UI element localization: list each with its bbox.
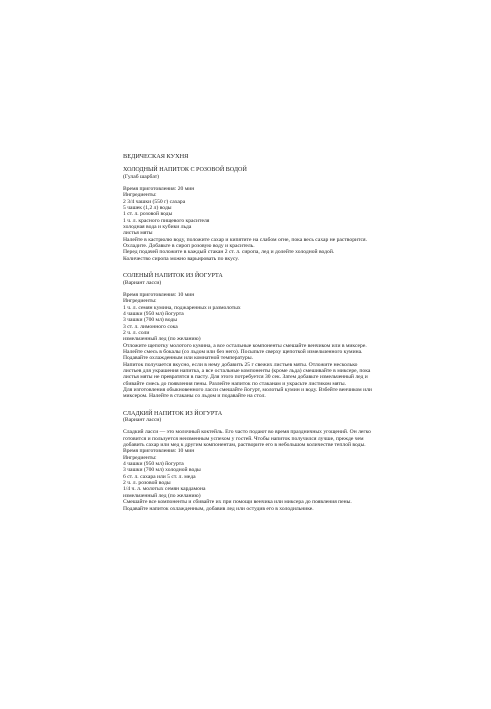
method-paragraph: Напиток получается вкусно, если в нему добавить 25 г свежих листьев мяты. Отложите несколько листьев для украшения напитка, а все остальные компоненты (кроме льда) смешивайте в миксере, пока листья мяты не превратятся в пасту. Для этого потребуется 30 сек. Затем добавьте измельченный лед и сбивайте смесь до появления пены. Разлейте напиток по стаканам и украсьте листиком мяты.	[123, 361, 371, 387]
document-title: ВЕДИЧЕСКАЯ КУХНЯ	[123, 153, 189, 160]
ingredient-item: 4 чашки (950 мл) йогурта	[123, 310, 184, 317]
ingredient-item: 3 чашки (700 мл) воды	[123, 317, 177, 324]
recipe-sweet-yogurt-drink	[123, 411, 373, 512]
ingredient-item: 1 ч. л. красного пищевого красителя	[123, 217, 210, 224]
recipe-subheading: (Вариант ласси)	[123, 279, 162, 286]
recipe-subheading: (Гулаб шарбат)	[123, 173, 160, 180]
recipe-heading: СОЛЕНЫЙ НАПИТОК ИЗ ЙОГУРТА	[123, 273, 223, 280]
recipe-salty-yogurt-drink	[123, 273, 373, 400]
ingredient-item: 1/4 ч. л. молотых семян кардамона	[123, 486, 206, 493]
ingredient-item: листья мяты	[123, 230, 153, 237]
method-paragraph: Отложите щепотку молотого кумина, а все остальные компоненты смешайте венчиком или в миксере. Налейте смесь в бокалы (со льдом или без него). Посыпьте сверху щепоткой измельченного кумина. Подавайте охлажденным или комнатной температуры.	[123, 342, 367, 362]
method-paragraph: Смешайте все компоненты и сбивайте их при помощи венчика или миксера до появления пены. Подавайте напиток охлажденным, добавив лед или остудив его в холодильнике.	[123, 499, 352, 512]
recipe-subheading: (Вариант ласси)	[123, 417, 162, 424]
method-paragraph: Для изготовления обыкновенного ласси смешайте йогурт, молотый кумин и воду. Взбейте венчиком или миксером. Налейте в стаканы со льдом и подавайте на стол.	[123, 387, 372, 400]
ingredient-item: 4 чашки (950 мл) йогурта	[123, 461, 184, 468]
intro-paragraph: Сладкий ласси — это молочный коктейль. Его часто подают во время праздничных угощений. Он легко готовится и пользуется неизменным успехом у гостей. Чтобы напиток получился лучше, прежде чем добавить сахар или мед к другим компонентам, растворите его в небольшом количестве теплой воды.	[123, 429, 371, 449]
method-paragraph: Налейте в кастрюлю воду, положите сахар и кипятите на слабом огне, пока весь сахар не растворится. Охладите. Добавьте в сироп розовую воду и краситель.	[123, 236, 367, 250]
ingredient-item: 2 3/4 чашки (550 г) сахара	[123, 198, 186, 205]
ingredient-item: 6 ст. л. сахара или 5 ст. л. меда	[123, 473, 196, 480]
recipe-heading: ХОЛОДНЫЙ НАПИТОК С РОЗОВОЙ ВОДОЙ	[123, 167, 247, 174]
ingredient-item: 1 ст. л. розовой воды	[123, 211, 173, 218]
method-paragraph: Перед подачей положите в каждый стакан 2 ст. л. сиропа, лед и долейте холодной водой.	[123, 249, 335, 256]
document-page	[123, 154, 373, 518]
recipe-time: Время приготовления: 20 мин	[123, 186, 195, 193]
ingredient-item: измельченный лед (по желанию)	[123, 492, 201, 499]
recipe-heading: СЛАДКИЙ НАПИТОК ИЗ ЙОГУРТА	[123, 410, 223, 417]
ingredient-item: 3 чашки (700 мл) холодной воды	[123, 467, 201, 474]
ingredient-item: 3 ст. л. лимонного сока	[123, 323, 178, 330]
ingredients-label: Ингредиенты:	[123, 192, 157, 199]
recipe-time: Время приготовления: 10 мин	[123, 291, 195, 298]
recipe-rose-water-drink	[123, 167, 373, 262]
ingredients-label: Ингредиенты:	[123, 298, 157, 305]
ingredient-item: измельченный лед (по желанию)	[123, 336, 201, 343]
ingredients-label: Ингредиенты:	[123, 454, 157, 461]
recipe-time: Время приготовления: 10 мин	[123, 448, 195, 455]
ingredient-item: 2 ч. л. соли	[123, 329, 150, 336]
method-paragraph: Количество сиропа можно варьировать по вкусу.	[123, 255, 239, 262]
ingredient-item: 1 ч. л. семян кумина, поджаренных и размолотых	[123, 304, 241, 311]
ingredient-item: холодная вода и кубики льда	[123, 224, 192, 231]
ingredient-item: 5 чашек (1,2 л) воды	[123, 205, 172, 212]
ingredient-item: 2 ч. л. розовой воды	[123, 480, 171, 487]
